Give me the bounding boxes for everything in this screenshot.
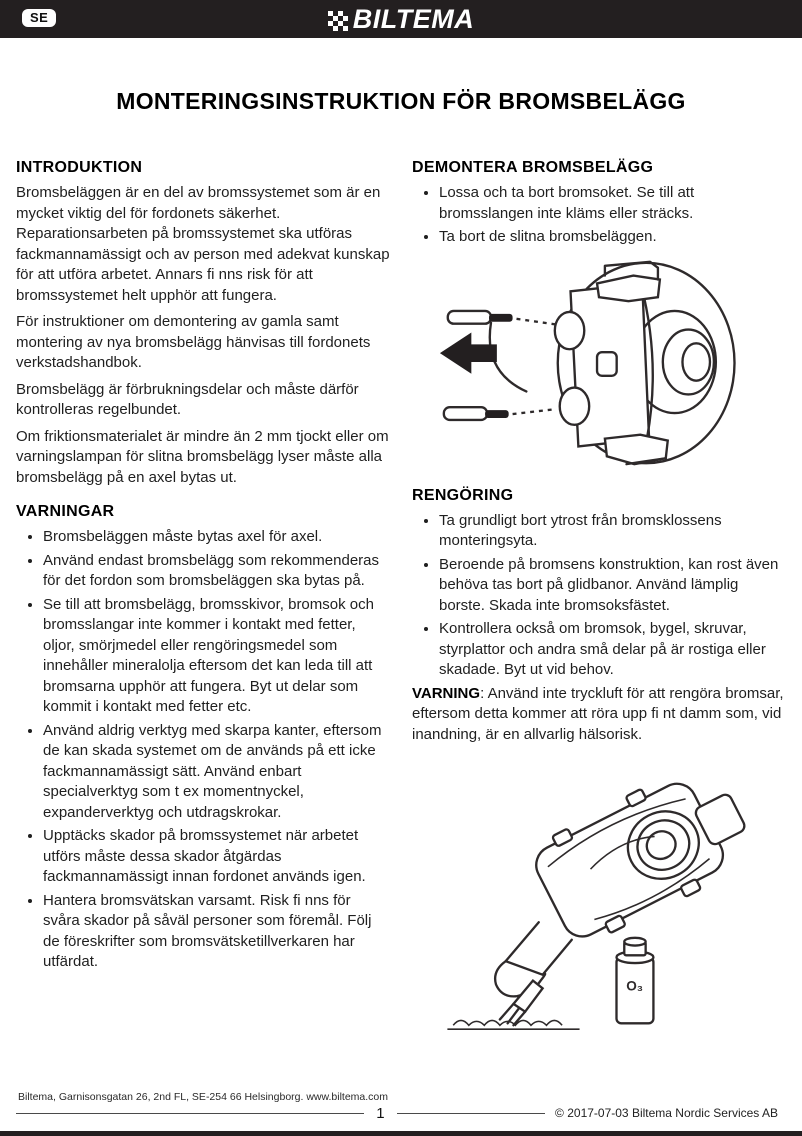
section-introduktion [16, 158, 390, 488]
list-item: • Se till att bromsbelägg, bromsskivor, bromsok och bromsslangar inte kommer i kontakt med fetter, oljor, smörjmedel eller rengöringsmedel som innehåller mineralolja eftersom det kan leda till att bromsarna upphör att fungera. Byt ut delar som kommit i kontakt med fetter etc. [43, 595, 390, 718]
list-item: • Kontrollera också om bromsok, bygel, skruvar, styrplattor och andra små delar på är rostiga eller skadade. Byt ut vid behov. [439, 619, 786, 681]
varningar-heading: VARNINGAR [16, 503, 115, 520]
list-item: • Ta grundligt bort ytrost från bromsklossens monteringsyta. [439, 511, 786, 552]
demontera-list [412, 183, 786, 248]
list-item: • Hantera bromsvätskan varsamt. Risk fi nns för svåra skador på såväl personer som föremål. Följ de föreskrifter som bromsvätsketillverkaren har utfärdat. [43, 891, 390, 973]
list-item: • Lossa och ta bort bromsoket. Se till att bromsslangen inte kläms eller sträcks. [439, 183, 786, 224]
warning-text: : Använd inte tryckluft för att rengöra bromsar, eftersom detta kommer att röra upp fi nt damm som, vid inandning, är en allvarlig hälsorisk. [412, 684, 784, 743]
brand-logo [0, 4, 802, 35]
list-item: • Beroende på bromsens konstruktion, kan rost även behöva tas bort på glidbanor. Använd lämplig borste. Skada inte bromsoksfästet. [439, 555, 786, 617]
footer-rule-row [16, 1104, 788, 1122]
introduktion-paragraph: Bromsbeläggen är en del av bromssystemet som är en mycket viktig del för fordonets säkerhet. Reparationsarbeten på bromssystemet ska utföras fackmannamässigt och av person med adekvat kunskap för att utföra arbetet. Annars fi nns risk för att bromssystemet helt upphör att fungera. [16, 184, 390, 304]
list-item: • Använd aldrig verktyg med skarpa kanter, eftersom de kan skada systemet om de används på ett icke fackmannamässigt sätt. Använd enbart specialverktyg som t ex momentnyckel, expanderverktyg och utdragskrokar. [43, 721, 390, 824]
left-column [16, 158, 390, 1049]
list-item: • Använd endast bromsbelägg som rekommenderas för det fordon som bromsbeläggen ska bytas på. [43, 551, 390, 592]
brake-disc-illustration [431, 254, 767, 472]
warning-paragraph [412, 684, 786, 746]
header-bar [0, 0, 802, 38]
footer-divider [397, 1113, 545, 1114]
section-rengoring [412, 486, 786, 1036]
section-varningar [16, 502, 390, 973]
demontera-heading: DEMONTERA BROMSBELÄGG [412, 159, 654, 176]
checkered-flag-icon [328, 9, 348, 31]
list-item: • Ta bort de slitna bromsbeläggen. [439, 227, 786, 248]
footer-copyright: © 2017-07-03 Biltema Nordic Services AB [555, 1106, 778, 1120]
language-badge: SE [22, 9, 56, 27]
varningar-list [16, 527, 390, 973]
introduktion-paragraph: För instruktioner om demontering av gamla samt montering av nya bromsbelägg hänvisas till fordonets verkstadshandbok. [16, 313, 371, 371]
introduktion-heading: INTRODUKTION [16, 159, 143, 176]
brand-name: BILTEMA [352, 4, 475, 34]
introduktion-paragraph: Om friktionsmaterialet är mindre än 2 mm tjockt eller om varningslampan för slitna bromsbelägg lyser måste alla bromsbelägg på en axel bytas ut. [16, 427, 389, 486]
list-item: • Bromsbeläggen måste bytas axel för axel. [43, 527, 390, 548]
page-number: 1 [376, 1104, 385, 1122]
rengoring-heading: RENGÖRING [412, 486, 514, 504]
footer-divider [16, 1113, 364, 1114]
content-columns [16, 158, 786, 1049]
warning-label: VARNING [412, 684, 481, 702]
cleaning-illustration [424, 759, 774, 1035]
page-title: MONTERINGSINSTRUKTION FÖR BROMSBELÄGG [116, 88, 686, 114]
list-item: • Upptäcks skador på bromssystemet när arbetet utförs måste dessa skador åtgärdas fackmannamässigt innan fordonet används igen. [43, 826, 390, 888]
introduktion-paragraph: Bromsbelägg är förbrukningsdelar och måste därför kontrolleras regelbundet. [16, 380, 359, 418]
footer-bar [0, 1131, 802, 1136]
right-column [412, 158, 786, 1049]
section-demontera [412, 158, 786, 472]
footer-address: Biltema, Garnisonsgatan 26, 2nd FL, SE-254 66 Helsingborg. www.biltema.com [18, 1091, 389, 1103]
rengoring-list [412, 511, 786, 681]
can-label: O₃ [626, 978, 644, 994]
